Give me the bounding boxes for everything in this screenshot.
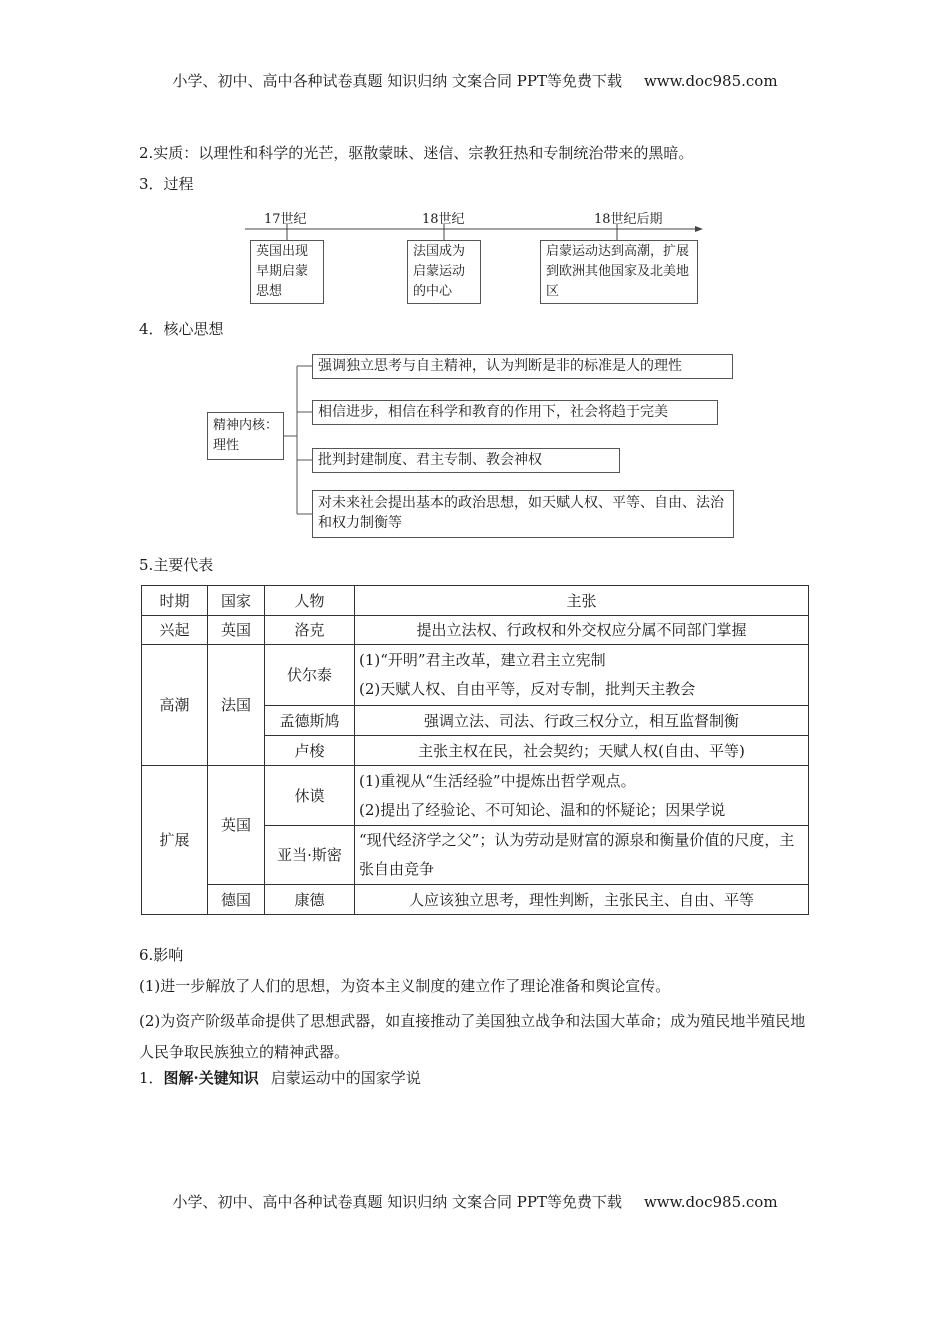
timeline-box-spread: 启蒙运动达到高潮，扩展到欧洲其他国家及北美地区 bbox=[540, 240, 698, 304]
header-site: www.doc985.com bbox=[643, 72, 778, 90]
country-cell: 英国 bbox=[208, 766, 265, 885]
timeline-label-17c: 17世纪 bbox=[264, 212, 307, 227]
table-row bbox=[142, 616, 809, 645]
claim-cell: “现代经济学之父”；认为劳动是财富的源泉和衡量价值的尺度，主张自由竞争 bbox=[355, 826, 809, 885]
country-cell: 德国 bbox=[208, 885, 265, 915]
person-cell: 伏尔泰 bbox=[265, 645, 355, 706]
claim-cell: 提出立法权、行政权和外交权应分属不同部门掌握 bbox=[355, 616, 809, 645]
person-cell: 休谟 bbox=[265, 766, 355, 826]
impact-paragraph-1: (1)进一步解放了人们的思想，为资本主义制度的建立作了理论准备和舆论宣传。 bbox=[139, 977, 671, 995]
header-person: 人物 bbox=[265, 586, 355, 616]
country-cell: 英国 bbox=[208, 616, 265, 645]
period-expand: 扩展 bbox=[142, 766, 208, 915]
footer-text: 小学、初中、高中各种试卷真题 知识归纳 文案合同 PPT等免费下载 bbox=[172, 1193, 622, 1211]
claim-line: (1)重视从“生活经验”中提炼出哲学观点。 bbox=[359, 771, 636, 790]
timeline-box-france: 法国成为启蒙运动的中心 bbox=[407, 240, 481, 304]
core-title: 4．核心思想 bbox=[139, 320, 224, 338]
header-text: 小学、初中、高中各种试卷真题 知识归纳 文案合同 PPT等免费下载 bbox=[172, 72, 622, 90]
table-row bbox=[142, 766, 809, 826]
core-item-4: 对未来社会提出基本的政治思想，如天赋人权、平等、自由、法治和权力制衡等 bbox=[312, 490, 734, 538]
timeline-label-18c: 18世纪 bbox=[422, 212, 465, 227]
timeline-label-late-18c: 18世纪后期 bbox=[594, 212, 663, 227]
claim-cell: 强调立法、司法、行政三权分立，相互监督制衡 bbox=[355, 706, 809, 736]
process-title: 3．过程 bbox=[139, 175, 194, 193]
table-row bbox=[142, 645, 809, 706]
claim-line: (2)提出了经验论、不可知论、温和的怀疑论；因果学说 bbox=[359, 800, 726, 819]
reps-table bbox=[141, 585, 809, 915]
key-number: 1． bbox=[139, 1069, 164, 1087]
key-bold-label: 图解·关键知识 bbox=[163, 1069, 259, 1087]
header-country: 国家 bbox=[208, 586, 265, 616]
claim-line: (2)天赋人权、自由平等，反对专制，批判天主教会 bbox=[359, 680, 696, 698]
country-cell: 法国 bbox=[208, 645, 265, 766]
impact-paragraph-2: (2)为资产阶级革命提供了思想武器，如直接推动了美国独立战争和法国大革命；成为殖民地半殖民地人民争取民族独立的精神武器。 bbox=[139, 1012, 806, 1061]
claim-cell bbox=[355, 766, 809, 826]
impact-title: 6.影响 bbox=[139, 946, 184, 964]
person-cell: 亚当·斯密 bbox=[265, 826, 355, 885]
core-item-2: 相信进步，相信在科学和教育的作用下，社会将趋于完美 bbox=[312, 400, 718, 425]
timeline-box-england: 英国出现早期启蒙思想 bbox=[250, 240, 324, 304]
claim-line: (1)“开明”君主改革，建立君主立宪制 bbox=[359, 651, 606, 669]
page-footer bbox=[0, 1191, 950, 1212]
person-cell: 洛克 bbox=[265, 616, 355, 645]
person-cell: 康德 bbox=[265, 885, 355, 915]
reps-title: 5.主要代表 bbox=[139, 556, 214, 574]
core-item-3: 批判封建制度、君主专制、教会神权 bbox=[312, 448, 620, 473]
header-claim: 主张 bbox=[355, 586, 809, 616]
person-cell: 孟德斯鸠 bbox=[265, 706, 355, 736]
key-knowledge-line bbox=[139, 1067, 421, 1089]
essence-paragraph: 2.实质：以理性和科学的光芒，驱散蒙昧、迷信、宗教狂热和专制统治带来的黑暗。 bbox=[139, 144, 694, 162]
claim-cell: 主张主权在民，社会契约；天赋人权(自由、平等) bbox=[355, 736, 809, 766]
footer-site: www.doc985.com bbox=[643, 1193, 778, 1211]
core-diagram-lines bbox=[0, 0, 950, 560]
claim-cell: 人应该独立思考，理性判断，主张民主、自由、平等 bbox=[355, 885, 809, 915]
core-root-box: 精神内核：理性 bbox=[207, 412, 284, 460]
table-row bbox=[142, 885, 809, 915]
header-period: 时期 bbox=[142, 586, 208, 616]
period-climax: 高潮 bbox=[142, 645, 208, 766]
key-topic: 启蒙运动中的国家学说 bbox=[270, 1069, 421, 1087]
person-cell: 卢梭 bbox=[265, 736, 355, 766]
core-item-1: 强调独立思考与自主精神，认为判断是非的标准是人的理性 bbox=[312, 354, 733, 379]
table-header-row bbox=[142, 586, 809, 616]
period-rise: 兴起 bbox=[142, 616, 208, 645]
claim-cell bbox=[355, 645, 809, 706]
